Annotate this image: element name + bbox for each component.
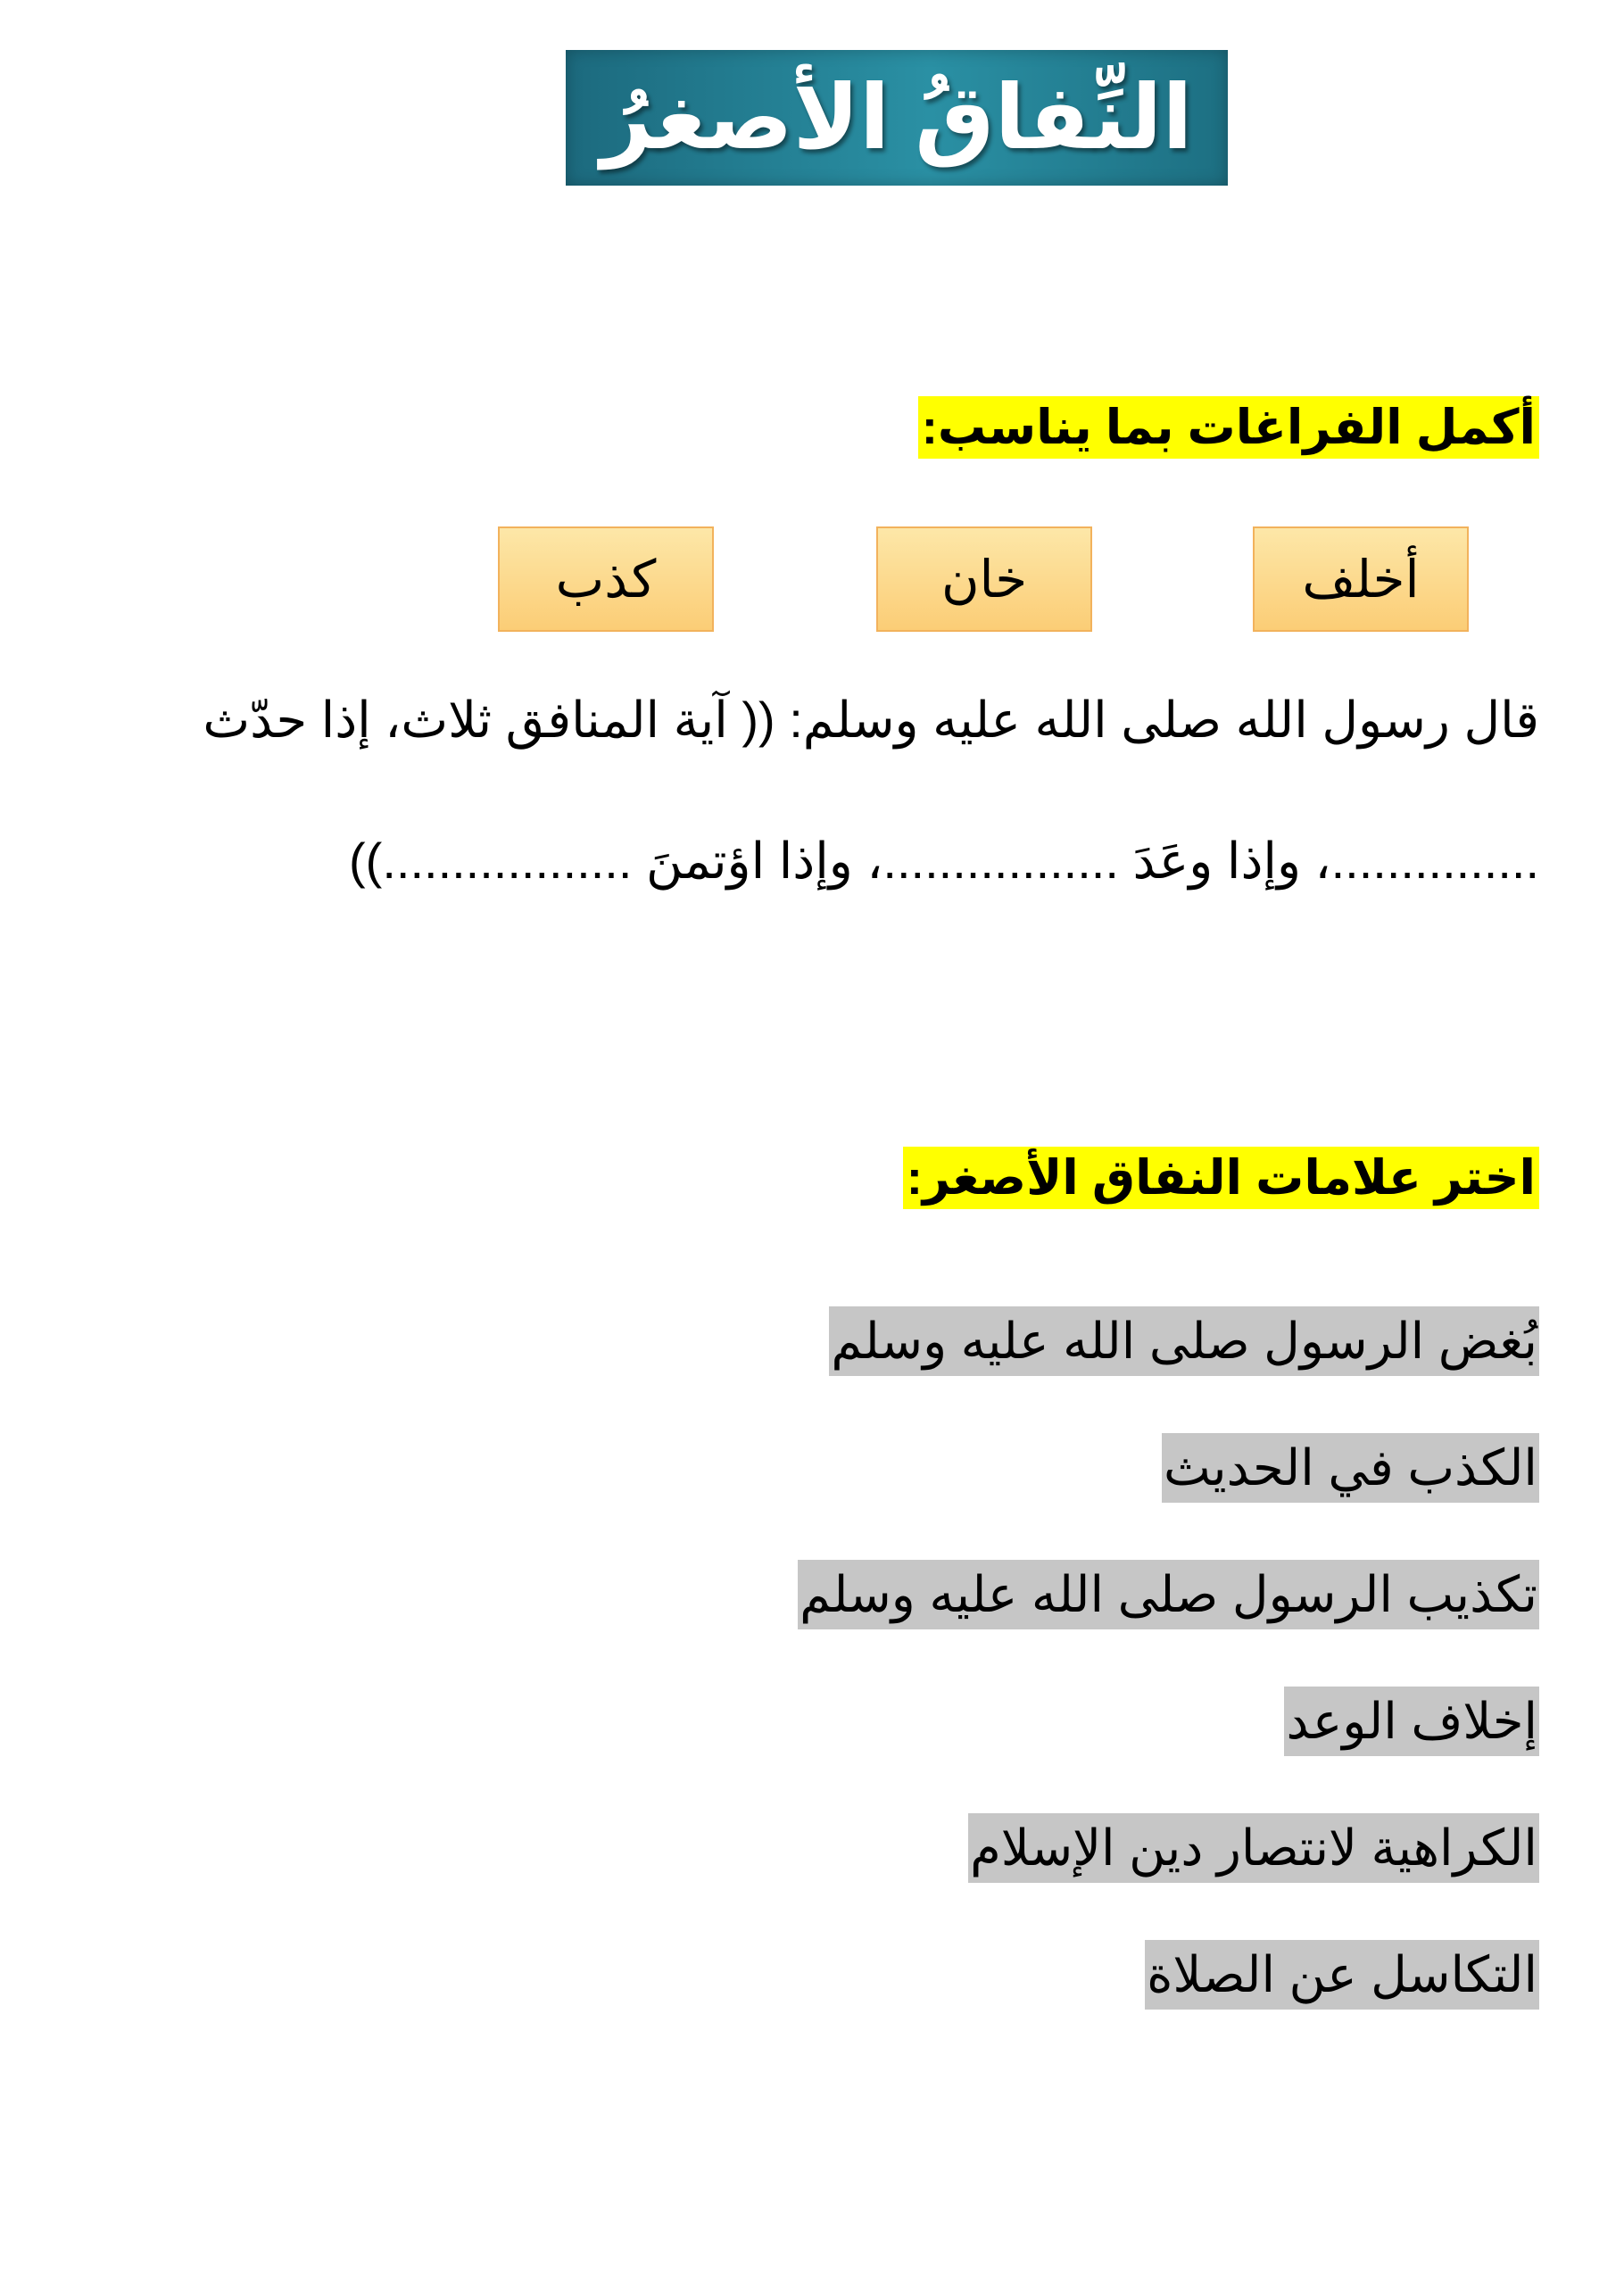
word-bank-item-2: خان xyxy=(876,526,1092,632)
page-title: النِّفاقُ الأصغرُ xyxy=(601,68,1193,168)
option-item[interactable]: الكراهية لانتصار دين الإسلام xyxy=(968,1813,1539,1883)
option-item[interactable]: التكاسل عن الصلاة xyxy=(1145,1940,1539,2010)
fill-blanks-heading: أكمل الفراغات بما يناسب: xyxy=(918,396,1539,459)
option-item[interactable]: بُغض الرسول صلى الله عليه وسلم xyxy=(829,1306,1539,1376)
option-item[interactable]: تكذيب الرسول صلى الله عليه وسلم xyxy=(798,1560,1539,1629)
choose-signs-heading: اختر علامات النفاق الأصغر: xyxy=(903,1147,1539,1209)
option-item[interactable]: الكذب في الحديث xyxy=(1162,1433,1539,1503)
word-bank-item-3: كذب xyxy=(498,526,714,632)
option-item[interactable]: إخلاف الوعد xyxy=(1284,1687,1539,1756)
word-bank-item-1: أخلف xyxy=(1253,526,1469,632)
hadith-line-1: قال رسول الله صلى الله عليه وسلم: (( آية المنافق ثلاث، إذا حدّث xyxy=(203,692,1539,748)
hadith-line-2: ...............، وإذا وعَدَ .................، وإذا اؤتمنَ ..................)) xyxy=(349,833,1539,889)
title-banner xyxy=(566,50,1228,186)
